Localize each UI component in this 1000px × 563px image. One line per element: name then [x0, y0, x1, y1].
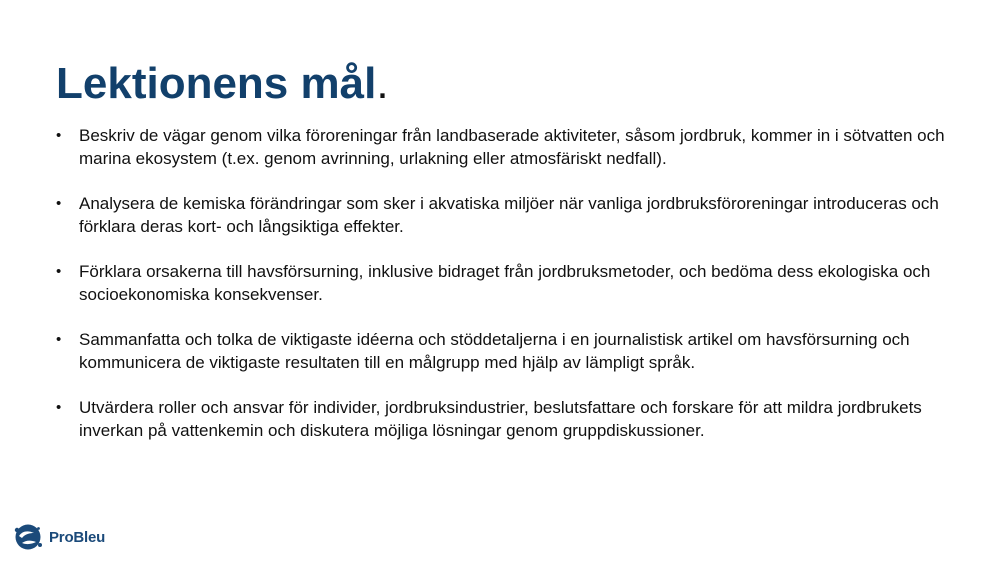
objective-item-2 [56, 192, 966, 238]
bullet-marker: • [56, 195, 62, 212]
probleu-logo-icon [13, 522, 43, 552]
objective-text: Analysera de kemiska förändringar som sker i akvatiska miljöer när vanliga jordbruksföroreningar introduceras och förklara deras kort- och långsiktiga effekter. [79, 194, 939, 236]
brand-name: ProBleu [49, 528, 106, 546]
slide-title-text: Lektionens mål [56, 59, 377, 108]
bullet-marker: • [56, 263, 62, 280]
objective-text: Beskriv de vägar genom vilka föroreningar från landbaserade aktiviteter, såsom jordbruk, kommer in i sötvatten och marina ekosystem (t.ex. genom avrinning, urlakning eller atmosfäriskt nedfall). [79, 126, 945, 168]
bullet-marker: • [56, 127, 62, 144]
slide-title [56, 56, 389, 112]
probleu-logo [13, 522, 105, 552]
bullet-marker: • [56, 331, 62, 348]
objective-item-4 [56, 328, 966, 374]
objective-text: Sammanfatta och tolka de viktigaste idéerna och stöddetaljerna i en journalistisk artikel om havsförsurning och kommunicera de viktigaste resultaten till en målgrupp med hjälp av lämpligt språk. [79, 330, 910, 372]
objectives-list [56, 124, 966, 464]
bullet-marker: • [56, 399, 62, 416]
objective-item-3 [56, 260, 966, 306]
slide-title-punctuation: . [376, 59, 389, 108]
objective-text: Förklara orsakerna till havsförsurning, inklusive bidraget från jordbruksmetoder, och bedöma dess ekologiska och socioekonomiska konsekvenser. [79, 262, 931, 304]
objective-item-1 [56, 124, 966, 170]
objective-item-5 [56, 396, 966, 442]
objective-text: Utvärdera roller och ansvar för individer, jordbruksindustrier, beslutsfattare och forskare för att mildra jordbrukets inverkan på vattenkemin och diskutera möjliga lösningar genom gruppdiskussioner. [79, 398, 922, 440]
